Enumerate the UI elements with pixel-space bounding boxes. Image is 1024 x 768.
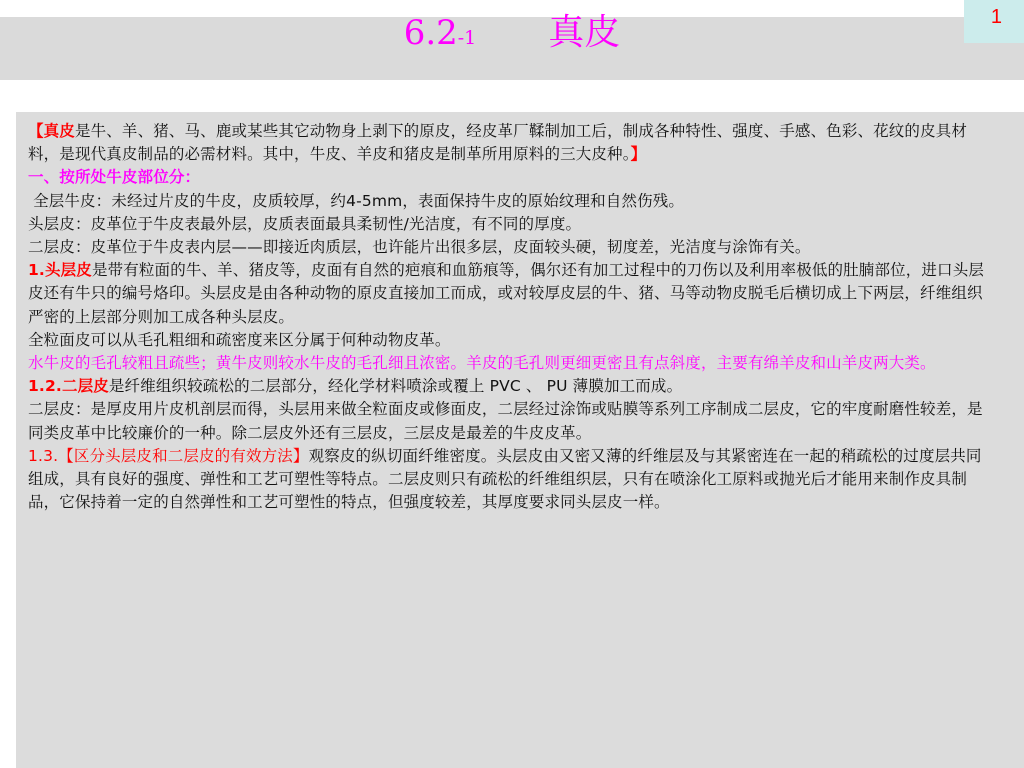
content-text (28, 120, 994, 514)
top-layer-paragraph: 头层皮：皮革位于牛皮表最外层，皮质表面最具柔韧性/光洁度，有不同的厚度。 (28, 214, 582, 233)
pore-paragraph: 全粒面皮可以从毛孔粗细和疏密度来区分属于何种动物皮革。 (28, 330, 451, 349)
buffalo-paragraph: 水牛皮的毛孔较粗且疏些；黄牛皮则较水牛皮的毛孔细且浓密。羊皮的毛孔则更细更密且有点斜度，主要有绵羊皮和山羊皮两大类。 (28, 354, 936, 373)
top-grain-paragraph (28, 259, 994, 329)
title-number: 6.2 (403, 13, 458, 53)
full-grain-paragraph: 全层牛皮：未经过片皮的牛皮，皮质较厚，约4-5mm，表面保持牛皮的原始纹理和自然伤残。 (28, 191, 685, 210)
page-number: 1 (990, 6, 1002, 28)
split-leather-text: 是纤维组织较疏松的二层部分，经化学材料喷涂或覆上 PVC 、 PU 薄膜加工而成。 (108, 377, 683, 396)
definition-open-bracket: 【 (28, 122, 44, 140)
slide-title (0, 0, 1024, 63)
split-leather-heading: 1.2.二层皮 (28, 377, 109, 396)
definition-text: 是牛、羊、猪、马、鹿或某些其它动物身上剥下的原皮，经皮革厂鞣制加工后，制成各种特性、强度、手感、色彩、花纹的皮具材料，是现代真皮制品的必需材料。其中，牛皮、羊皮和猪皮是制革所用原料的三大皮种。 (28, 122, 968, 164)
definition-term: 真皮 (43, 122, 75, 140)
top-grain-text: 是带有粒面的牛、羊、猪皮等，皮面有自然的疤痕和血筋痕等，偶尔还有加工过程中的刀伤以及利用率极低的肚腩部位，进口头层皮还有牛只的编号烙印。头层皮是由各种动物的原皮直接加工而成，或对较厚皮层的牛、猪、马等动物皮脱毛后横切成上下两层，纤维组织严密的上层部分则加工成各种头层皮。 (28, 261, 984, 326)
definition-close-bracket: 】 (630, 145, 647, 164)
second-layer-paragraph: 二层皮：皮革位于牛皮表内层——即接近肉质层，也许能片出很多层，皮面较头硬，韧度差，光洁度与涂饰有关。 (28, 238, 811, 257)
title-word: 真皮 (548, 12, 621, 53)
split-leather-paragraph (28, 375, 994, 398)
title-subscript: -1 (457, 27, 477, 49)
top-grain-heading: 1.头层皮 (28, 261, 92, 280)
page-number-box (964, 0, 1024, 43)
section-heading: 一、按所处牛皮部位分： (28, 168, 201, 187)
split-detail-paragraph: 二层皮：是厚皮用片皮机剖层而得，头层用来做全粒面皮或修面皮，二层经过涂饰或贴膜等系列工序制成二层皮，它的牢度耐磨性较差，是同类皮革中比较廉价的一种。除二层皮外还有三层皮，三层皮是最差的牛皮皮革。 (28, 400, 983, 442)
method-text: 观察皮的纵切面纤维密度。头层皮由又密又薄的纤维层及与其紧密连在一起的稍疏松的过度层共同组成，具有良好的强度、弹性和工艺可塑性等特点。二层皮则只有疏松的纤维组织层，只有在喷涂化工原料或抛光后才能用来制作皮具制品，它保持着一定的自然弹性和工艺可塑性的特点，但强度较差，其厚度要求同头层皮一样。 (28, 446, 982, 512)
method-heading: 1.3.【区分头层皮和二层皮的有效方法】 (28, 446, 309, 465)
method-paragraph (28, 445, 994, 515)
definition-paragraph (28, 120, 994, 166)
